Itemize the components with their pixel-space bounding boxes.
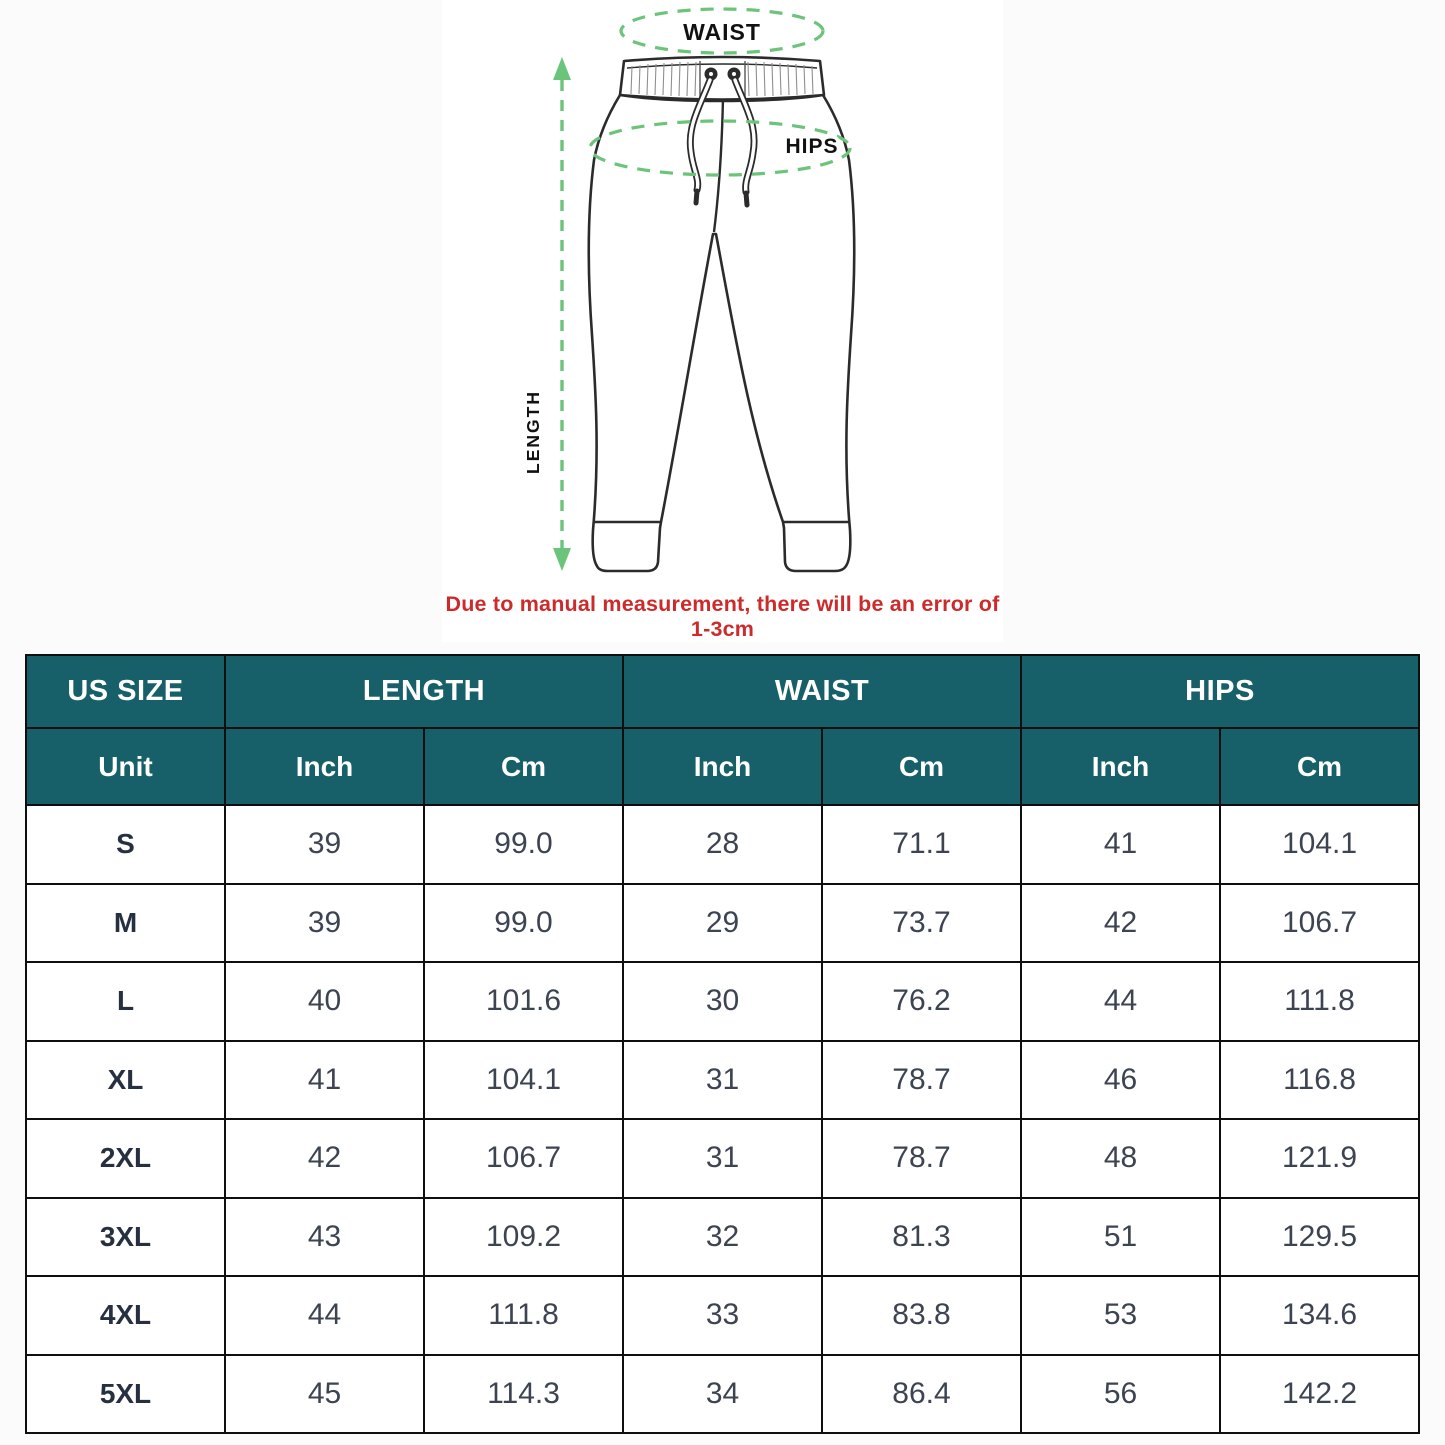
waist-cm-value: 78.7 xyxy=(822,1119,1021,1198)
waist-inch-value: 34 xyxy=(623,1355,822,1434)
hips-inch-value: 53 xyxy=(1021,1276,1220,1355)
hips-inch-value: 51 xyxy=(1021,1198,1220,1277)
hips-cm-value: 106.7 xyxy=(1220,884,1419,963)
length-measure-arrow xyxy=(553,57,571,571)
length-cm-value: 114.3 xyxy=(424,1355,623,1434)
hips-cm-value: 116.8 xyxy=(1220,1041,1419,1120)
header-unit: Unit xyxy=(26,728,225,805)
size-label: 2XL xyxy=(26,1119,225,1198)
header-hips: HIPS xyxy=(1021,655,1419,728)
hips-inch-value: 41 xyxy=(1021,805,1220,884)
header-waist-cm: Cm xyxy=(822,728,1021,805)
length-inch-value: 40 xyxy=(225,962,424,1041)
length-label: LENGTH xyxy=(523,390,543,474)
header-hips-cm: Cm xyxy=(1220,728,1419,805)
hips-cm-value: 134.6 xyxy=(1220,1276,1419,1355)
group-header-row xyxy=(26,655,1419,728)
waistband xyxy=(620,57,824,100)
size-label: 4XL xyxy=(26,1276,225,1355)
size-chart-table-container xyxy=(25,654,1420,1434)
hips-cm-value: 121.9 xyxy=(1220,1119,1419,1198)
hips-cm-value: 129.5 xyxy=(1220,1198,1419,1277)
waist-cm-value: 83.8 xyxy=(822,1276,1021,1355)
size-label: S xyxy=(26,805,225,884)
waist-inch-value: 31 xyxy=(623,1041,822,1120)
table-row-2xl xyxy=(26,1119,1419,1198)
waist-cm-value: 78.7 xyxy=(822,1041,1021,1120)
waist-inch-value: 30 xyxy=(623,962,822,1041)
header-length-cm: Cm xyxy=(424,728,623,805)
length-cm-value: 101.6 xyxy=(424,962,623,1041)
length-cm-value: 106.7 xyxy=(424,1119,623,1198)
hips-inch-value: 46 xyxy=(1021,1041,1220,1120)
table-row-m xyxy=(26,884,1419,963)
header-waist: WAIST xyxy=(623,655,1021,728)
waist-cm-value: 73.7 xyxy=(822,884,1021,963)
hips-cm-value: 142.2 xyxy=(1220,1355,1419,1434)
waist-inch-value: 31 xyxy=(623,1119,822,1198)
joggers-line-drawing xyxy=(442,0,1003,585)
length-inch-value: 44 xyxy=(225,1276,424,1355)
table-row-5xl xyxy=(26,1355,1419,1434)
table-row-l xyxy=(26,962,1419,1041)
waist-inch-value: 28 xyxy=(623,805,822,884)
pants-outline xyxy=(589,95,854,571)
size-label: 3XL xyxy=(26,1198,225,1277)
table-row-3xl xyxy=(26,1198,1419,1277)
hips-inch-value: 44 xyxy=(1021,962,1220,1041)
header-length-inch: Inch xyxy=(225,728,424,805)
length-inch-value: 39 xyxy=(225,805,424,884)
waist-cm-value: 71.1 xyxy=(822,805,1021,884)
hips-cm-value: 104.1 xyxy=(1220,805,1419,884)
length-inch-value: 39 xyxy=(225,884,424,963)
size-chart-table xyxy=(25,654,1420,1434)
hips-cm-value: 111.8 xyxy=(1220,962,1419,1041)
waist-cm-value: 76.2 xyxy=(822,962,1021,1041)
length-cm-value: 99.0 xyxy=(424,805,623,884)
length-cm-value: 109.2 xyxy=(424,1198,623,1277)
size-label: 5XL xyxy=(26,1355,225,1434)
length-cm-value: 99.0 xyxy=(424,884,623,963)
pants-measurement-diagram xyxy=(442,0,1003,642)
waist-cm-value: 81.3 xyxy=(822,1198,1021,1277)
header-waist-inch: Inch xyxy=(623,728,822,805)
header-length: LENGTH xyxy=(225,655,623,728)
table-row-xl xyxy=(26,1041,1419,1120)
header-us-size: US SIZE xyxy=(26,655,225,728)
waist-inch-value: 29 xyxy=(623,884,822,963)
size-label: XL xyxy=(26,1041,225,1120)
unit-header-row xyxy=(26,728,1419,805)
size-label: L xyxy=(26,962,225,1041)
length-inch-value: 45 xyxy=(225,1355,424,1434)
table-row-4xl xyxy=(26,1276,1419,1355)
waist-label: WAIST xyxy=(683,19,761,45)
hips-inch-value: 42 xyxy=(1021,884,1220,963)
hips-inch-value: 56 xyxy=(1021,1355,1220,1434)
hips-inch-value: 48 xyxy=(1021,1119,1220,1198)
length-inch-value: 43 xyxy=(225,1198,424,1277)
length-cm-value: 111.8 xyxy=(424,1276,623,1355)
table-row-s xyxy=(26,805,1419,884)
length-cm-value: 104.1 xyxy=(424,1041,623,1120)
length-inch-value: 42 xyxy=(225,1119,424,1198)
length-inch-value: 41 xyxy=(225,1041,424,1120)
measurement-error-note: Due to manual measurement, there will be an error of 1-3cm xyxy=(445,592,1000,641)
waist-cm-value: 86.4 xyxy=(822,1355,1021,1434)
header-hips-inch: Inch xyxy=(1021,728,1220,805)
size-label: M xyxy=(26,884,225,963)
waist-inch-value: 33 xyxy=(623,1276,822,1355)
waist-inch-value: 32 xyxy=(623,1198,822,1277)
hips-label: HIPS xyxy=(785,135,839,158)
